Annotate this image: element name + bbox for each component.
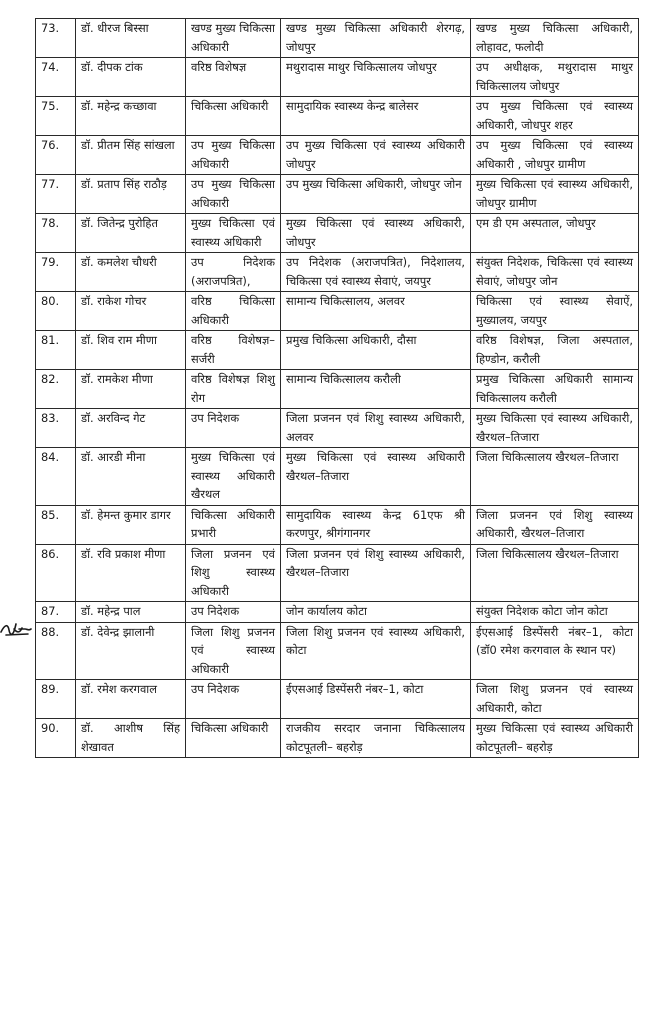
new-posting-cell: संयुक्त निदेशक कोटा जोन कोटा bbox=[471, 602, 639, 623]
current-posting-cell: जिला प्रजनन एवं शिशु स्वास्थ्य अधिकारी, खैरथल–तिजारा bbox=[281, 544, 471, 602]
designation-cell: उप मुख्य चिकित्सा अधिकारी bbox=[186, 175, 281, 214]
serial-number-cell: 78. bbox=[36, 214, 76, 253]
new-posting-cell: मुख्य चिकित्सा एवं स्वास्थ्य अधिकारी, खैरथल–तिजारा bbox=[471, 409, 639, 448]
serial-number-cell: 84. bbox=[36, 448, 76, 506]
table-row bbox=[36, 97, 639, 136]
table-row bbox=[36, 602, 639, 623]
doctor-name-cell: डॉ. जितेन्द्र पुरोहित bbox=[76, 214, 186, 253]
table-row bbox=[36, 331, 639, 370]
current-posting-cell: प्रमुख चिकित्सा अधिकारी, दौसा bbox=[281, 331, 471, 370]
current-posting-cell: मुख्य चिकित्सा एवं स्वास्थ्य अधिकारी खैरथल–तिजारा bbox=[281, 448, 471, 506]
serial-number-cell: 74. bbox=[36, 58, 76, 97]
current-posting-cell: उप मुख्य चिकित्सा एवं स्वास्थ्य अधिकारी जोधपुर bbox=[281, 136, 471, 175]
table-row bbox=[36, 505, 639, 544]
table-row bbox=[36, 58, 639, 97]
new-posting-cell: जिला शिशु प्रजनन एवं स्वास्थ्य अधिकारी, कोटा bbox=[471, 680, 639, 719]
current-posting-cell: मथुरादास माथुर चिकित्सालय जोधपुर bbox=[281, 58, 471, 97]
new-posting-cell: चिकित्सा एवं स्वास्थ्य सेवाऐं, मुख्यालय, जयपुर bbox=[471, 292, 639, 331]
doctor-name-cell: डॉ. शिव राम मीणा bbox=[76, 331, 186, 370]
serial-number-cell: 77. bbox=[36, 175, 76, 214]
doctor-name-cell: डॉ. कमलेश चौधरी bbox=[76, 253, 186, 292]
current-posting-cell: राजकीय सरदार जनाना चिकित्सालय कोटपूतली– बहरोड़ bbox=[281, 719, 471, 758]
serial-number-cell: 85. bbox=[36, 505, 76, 544]
new-posting-cell: जिला प्रजनन एवं शिशु स्वास्थ्य अधिकारी, खैरथल–तिजारा bbox=[471, 505, 639, 544]
serial-number-cell: 79. bbox=[36, 253, 76, 292]
new-posting-cell: मुख्य चिकित्सा एवं स्वास्थ्य अधिकारी, जोधपुर ग्रामीण bbox=[471, 175, 639, 214]
designation-cell: चिकित्सा अधिकारी bbox=[186, 97, 281, 136]
new-posting-cell: मुख्य चिकित्सा एवं स्वास्थ्य अधिकारी कोटपूतली– बहरोड़ bbox=[471, 719, 639, 758]
current-posting-cell: उप निदेशक (अराजपत्रित), निदेशालय, चिकित्सा एवं स्वास्थ्य सेवाएं, जयपुर bbox=[281, 253, 471, 292]
serial-number-cell: 81. bbox=[36, 331, 76, 370]
new-posting-cell: एम डी एम अस्पताल, जोधपुर bbox=[471, 214, 639, 253]
serial-number-cell: 76. bbox=[36, 136, 76, 175]
new-posting-cell: उप अधीक्षक, मथुरादास माथुर चिकित्सालय जोधपुर bbox=[471, 58, 639, 97]
serial-number-cell: 88. bbox=[36, 622, 76, 680]
doctor-name-cell: डॉ. हेमन्त कुमार डागर bbox=[76, 505, 186, 544]
current-posting-cell: खण्ड मुख्य चिकित्सा अधिकारी शेरगढ़, जोधपुर bbox=[281, 19, 471, 58]
table-row bbox=[36, 253, 639, 292]
doctor-name-cell: डॉ. आशीष सिंह शेखावत bbox=[76, 719, 186, 758]
doctor-name-cell: डॉ. रामकेश मीणा bbox=[76, 370, 186, 409]
transfer-table bbox=[35, 18, 639, 758]
doctor-name-cell: डॉ. राकेश गोचर bbox=[76, 292, 186, 331]
table-row bbox=[36, 622, 639, 680]
serial-number-cell: 89. bbox=[36, 680, 76, 719]
designation-cell: मुख्य चिकित्सा एवं स्वास्थ्य अधिकारी bbox=[186, 214, 281, 253]
table-row bbox=[36, 175, 639, 214]
doctor-name-cell: डॉ. देवेन्द्र झालानी bbox=[76, 622, 186, 680]
new-posting-cell: जिला चिकित्सालय खैरथल–तिजारा bbox=[471, 544, 639, 602]
serial-number-cell: 87. bbox=[36, 602, 76, 623]
serial-number-cell: 73. bbox=[36, 19, 76, 58]
current-posting-cell: सामुदायिक स्वास्थ्य केन्द्र बालेसर bbox=[281, 97, 471, 136]
doctor-name-cell: डॉ. रमेश करगवाल bbox=[76, 680, 186, 719]
doctor-name-cell: डॉ. रवि प्रकाश मीणा bbox=[76, 544, 186, 602]
designation-cell: वरिष्ठ विशेषज्ञ bbox=[186, 58, 281, 97]
new-posting-cell: खण्ड मुख्य चिकित्सा अधिकारी, लोहावट, फलोदी bbox=[471, 19, 639, 58]
designation-cell: वरिष्ठ विशेषज्ञ– सर्जरी bbox=[186, 331, 281, 370]
margin-signature bbox=[0, 618, 32, 642]
doctor-name-cell: डॉ. अरविन्द गेट bbox=[76, 409, 186, 448]
serial-number-cell: 90. bbox=[36, 719, 76, 758]
doctor-name-cell: डॉ. प्रताप सिंह राठौड़ bbox=[76, 175, 186, 214]
designation-cell: वरिष्ठ चिकित्सा अधिकारी bbox=[186, 292, 281, 331]
table-row bbox=[36, 448, 639, 506]
table-row bbox=[36, 409, 639, 448]
table-row bbox=[36, 136, 639, 175]
designation-cell: उप निदेशक (अराजपत्रित), bbox=[186, 253, 281, 292]
current-posting-cell: जिला शिशु प्रजनन एवं स्वास्थ्य अधिकारी, कोटा bbox=[281, 622, 471, 680]
serial-number-cell: 86. bbox=[36, 544, 76, 602]
designation-cell: उप निदेशक bbox=[186, 680, 281, 719]
serial-number-cell: 75. bbox=[36, 97, 76, 136]
doctor-name-cell: डॉ. महेन्द्र पाल bbox=[76, 602, 186, 623]
serial-number-cell: 80. bbox=[36, 292, 76, 331]
current-posting-cell: मुख्य चिकित्सा एवं स्वास्थ्य अधिकारी, जोधपुर bbox=[281, 214, 471, 253]
table-row bbox=[36, 370, 639, 409]
table-body bbox=[36, 19, 639, 758]
new-posting-cell: संयुक्त निदेशक, चिकित्सा एवं स्वास्थ्य सेवाएं, जोधपुर जोन bbox=[471, 253, 639, 292]
designation-cell: वरिष्ठ विशेषज्ञ शिशु रोग bbox=[186, 370, 281, 409]
current-posting-cell: जिला प्रजनन एवं शिशु स्वास्थ्य अधिकारी, अलवर bbox=[281, 409, 471, 448]
doctor-name-cell: डॉ. धीरज बिस्सा bbox=[76, 19, 186, 58]
current-posting-cell: उप मुख्य चिकित्सा अधिकारी, जोधपुर जोन bbox=[281, 175, 471, 214]
serial-number-cell: 83. bbox=[36, 409, 76, 448]
designation-cell: जिला प्रजनन एवं शिशु स्वास्थ्य अधिकारी bbox=[186, 544, 281, 602]
current-posting-cell: सामान्य चिकित्सालय करौली bbox=[281, 370, 471, 409]
doctor-name-cell: डॉ. दीपक टांक bbox=[76, 58, 186, 97]
new-posting-cell: जिला चिकित्सालय खैरथल–तिजारा bbox=[471, 448, 639, 506]
new-posting-cell: प्रमुख चिकित्सा अधिकारी सामान्य चिकित्सालय करौली bbox=[471, 370, 639, 409]
designation-cell: उप निदेशक bbox=[186, 602, 281, 623]
table-row bbox=[36, 680, 639, 719]
new-posting-cell: उप मुख्य चिकित्सा एवं स्वास्थ्य अधिकारी, जोधपुर शहर bbox=[471, 97, 639, 136]
current-posting-cell: सामान्य चिकित्सालय, अलवर bbox=[281, 292, 471, 331]
new-posting-cell: उप मुख्य चिकित्सा एवं स्वास्थ्य अधिकारी , जोधपुर ग्रामीण bbox=[471, 136, 639, 175]
designation-cell: खण्ड मुख्य चिकित्सा अधिकारी bbox=[186, 19, 281, 58]
doctor-name-cell: डॉ. महेन्द्र कच्छावा bbox=[76, 97, 186, 136]
designation-cell: उप मुख्य चिकित्सा अधिकारी bbox=[186, 136, 281, 175]
serial-number-cell: 82. bbox=[36, 370, 76, 409]
designation-cell: चिकित्सा अधिकारी प्रभारी bbox=[186, 505, 281, 544]
designation-cell: उप निदेशक bbox=[186, 409, 281, 448]
designation-cell: चिकित्सा अधिकारी bbox=[186, 719, 281, 758]
new-posting-cell: ईएसआई डिस्पेंसरी नंबर–1, कोटा (डॉ0 रमेश करगवाल के स्थान पर) bbox=[471, 622, 639, 680]
designation-cell: मुख्य चिकित्सा एवं स्वास्थ्य अधिकारी खैरथल bbox=[186, 448, 281, 506]
doctor-name-cell: डॉ. प्रीतम सिंह सांखला bbox=[76, 136, 186, 175]
doctor-name-cell: डॉ. आरडी मीना bbox=[76, 448, 186, 506]
current-posting-cell: ईएसआई डिस्पेंसरी नंबर–1, कोटा bbox=[281, 680, 471, 719]
current-posting-cell: जोन कार्यालय कोटा bbox=[281, 602, 471, 623]
new-posting-cell: वरिष्ठ विशेषज्ञ, जिला अस्पताल, हिण्डोन, करौली bbox=[471, 331, 639, 370]
table-row bbox=[36, 719, 639, 758]
designation-cell: जिला शिशु प्रजनन एवं स्वास्थ्य अधिकारी bbox=[186, 622, 281, 680]
table-row bbox=[36, 544, 639, 602]
table-row bbox=[36, 19, 639, 58]
current-posting-cell: सामुदायिक स्वास्थ्य केन्द्र 61एफ श्री करणपुर, श्रीगंगानगर bbox=[281, 505, 471, 544]
table-row bbox=[36, 292, 639, 331]
table-row bbox=[36, 214, 639, 253]
